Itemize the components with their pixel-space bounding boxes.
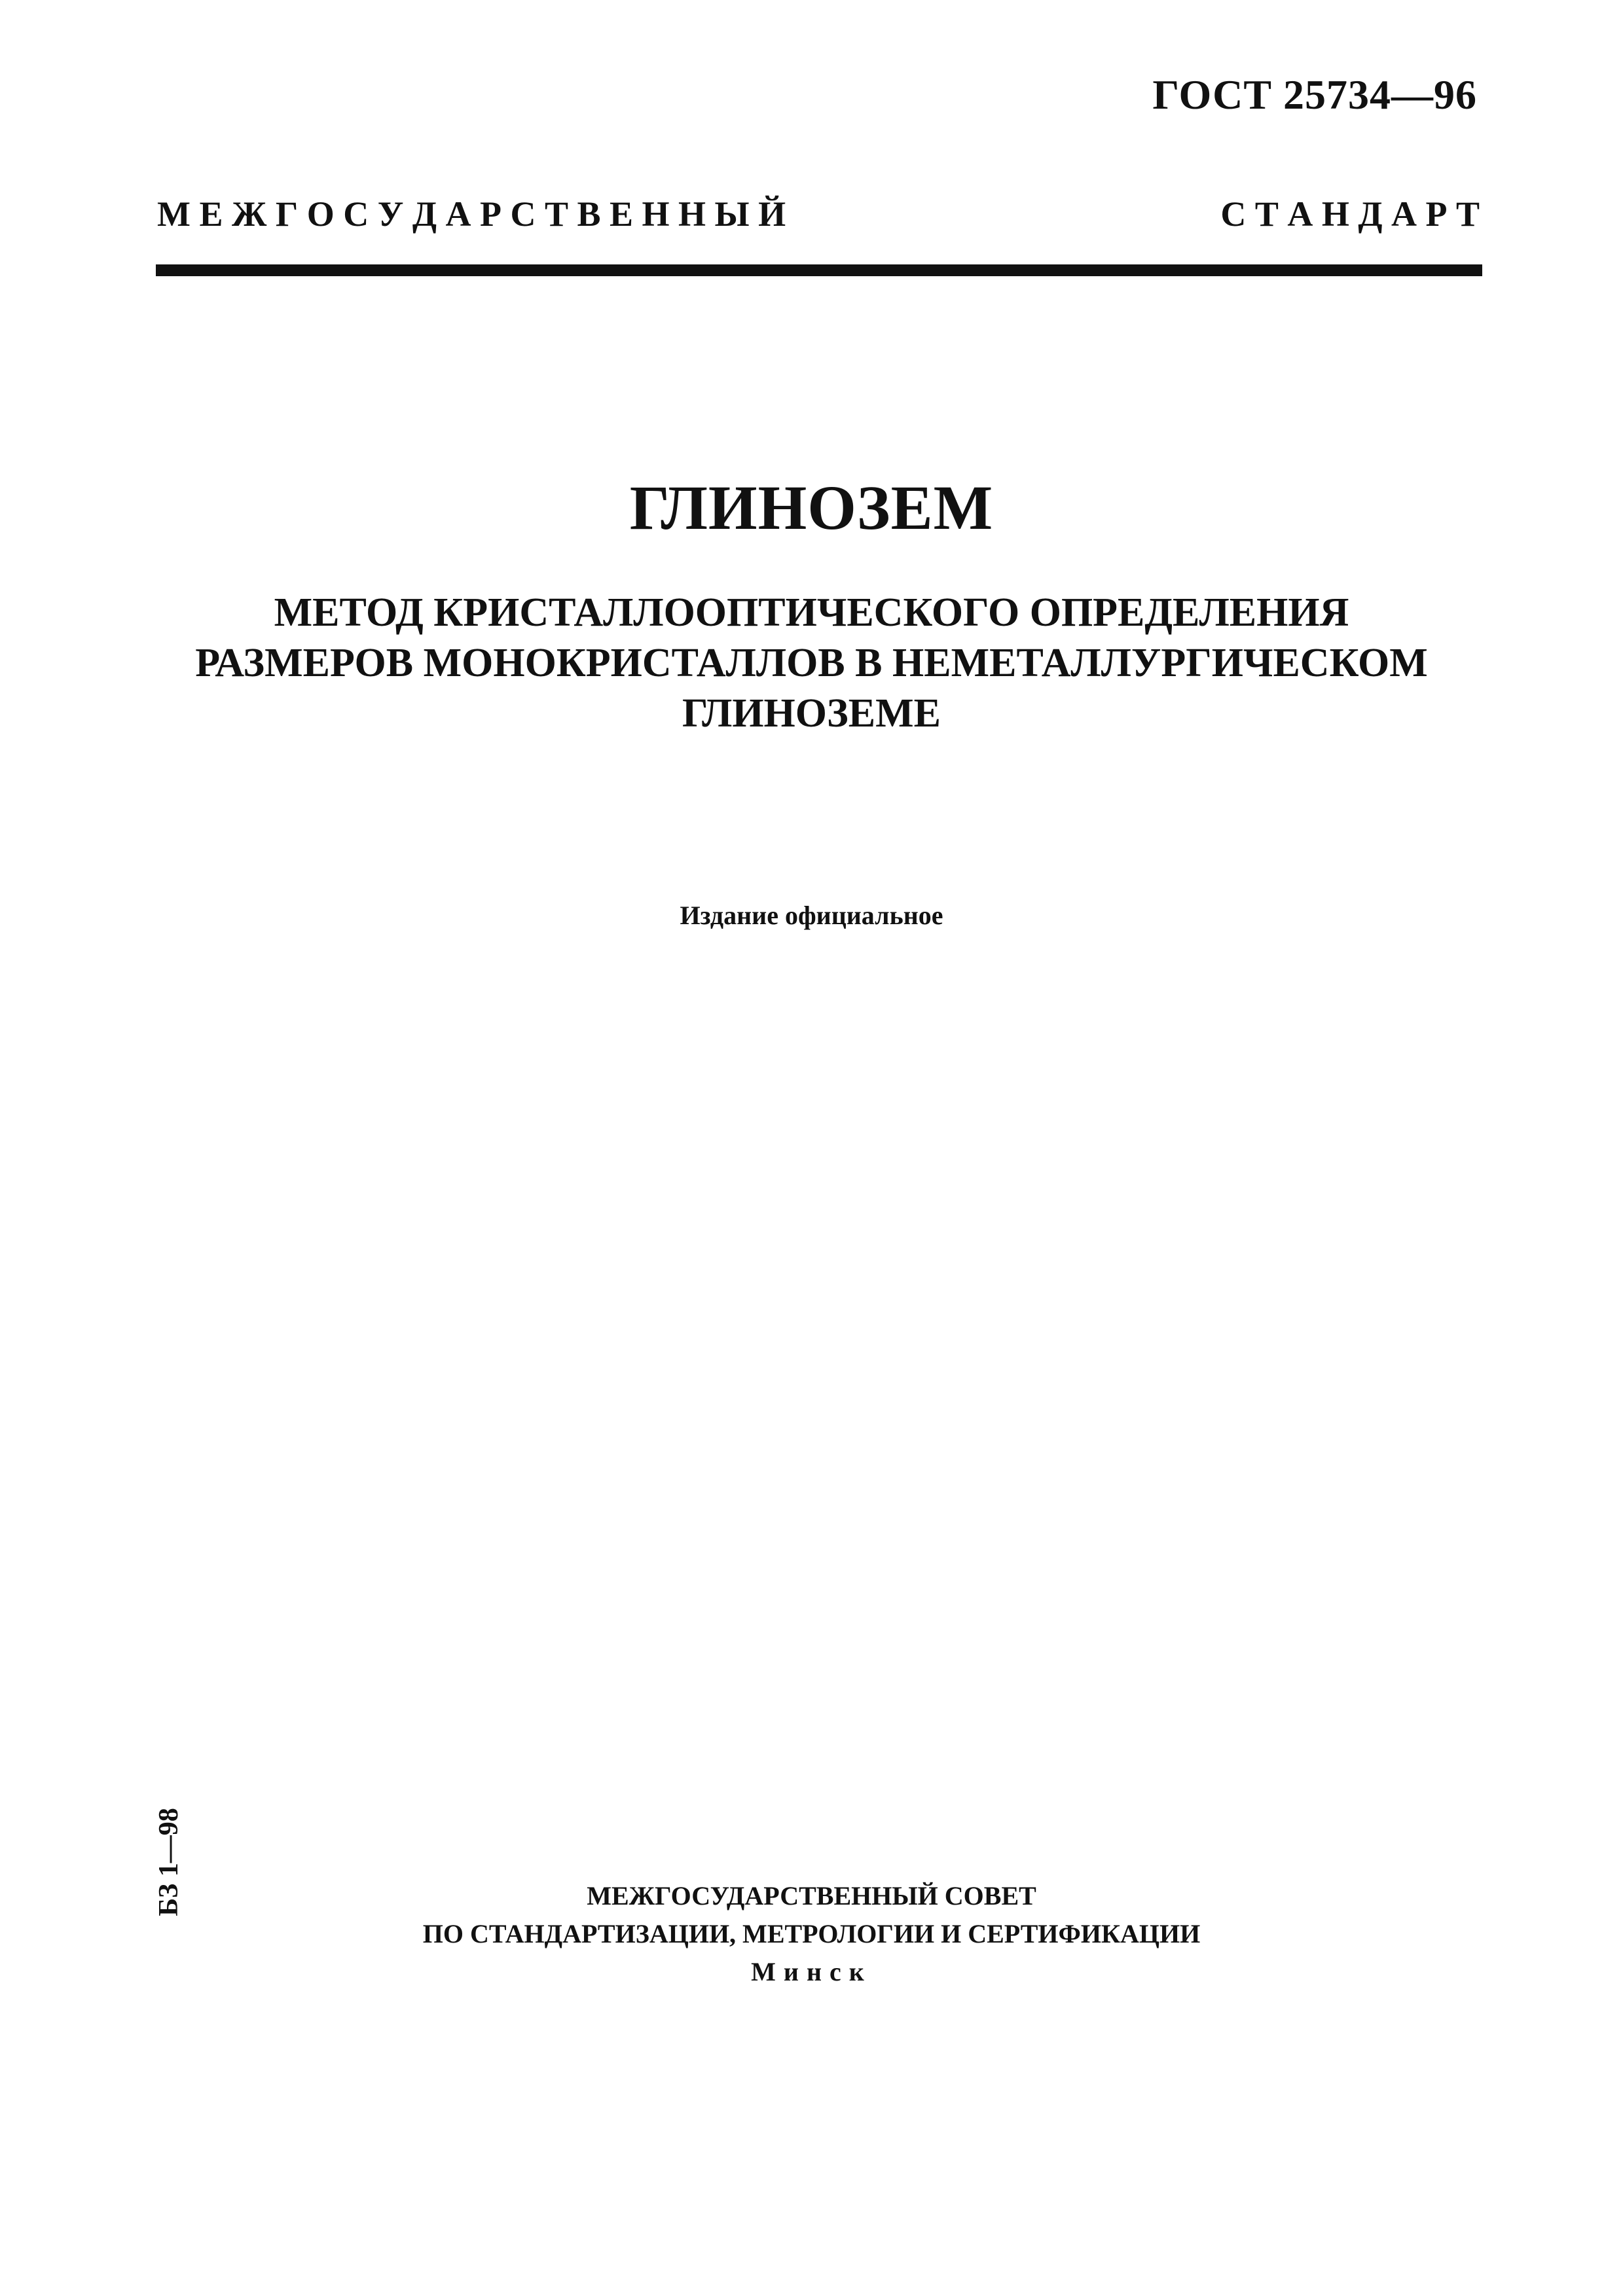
standard-category bbox=[157, 194, 1480, 234]
subtitle-line-3: ГЛИНОЗЕМЕ bbox=[682, 691, 941, 736]
document-title: ГЛИНОЗЕМ bbox=[629, 473, 994, 543]
category-word-2: С Т А Н Д А Р Т bbox=[1220, 194, 1480, 234]
edition-label: Издание официальное bbox=[680, 901, 943, 930]
header-rule bbox=[156, 264, 1482, 276]
publisher-city: Минск bbox=[751, 1957, 872, 1986]
publisher-line-2: ПО СТАНДАРТИЗАЦИИ, МЕТРОЛОГИИ И СЕРТИФИКАЦИИ bbox=[422, 1919, 1201, 1948]
document-subtitle bbox=[0, 588, 1623, 739]
publisher-line-1: МЕЖГОСУДАРСТВЕННЫЙ СОВЕТ bbox=[587, 1881, 1036, 1910]
subtitle-line-2: РАЗМЕРОВ МОНОКРИСТАЛЛОВ В НЕМЕТАЛЛУРГИЧЕСКОМ bbox=[195, 641, 1428, 685]
standard-designation: ГОСТ 25734—96 bbox=[1152, 71, 1477, 118]
publisher-block bbox=[0, 1877, 1623, 1991]
category-word-1: М Е Ж Г О С У Д А Р С Т В Е Н Н Ы Й bbox=[157, 194, 786, 234]
subtitle-line-1: МЕТОД КРИСТАЛЛООПТИЧЕСКОГО ОПРЕДЕЛЕНИЯ bbox=[274, 590, 1349, 635]
side-code-text: БЗ 1—98 bbox=[154, 1808, 184, 1916]
